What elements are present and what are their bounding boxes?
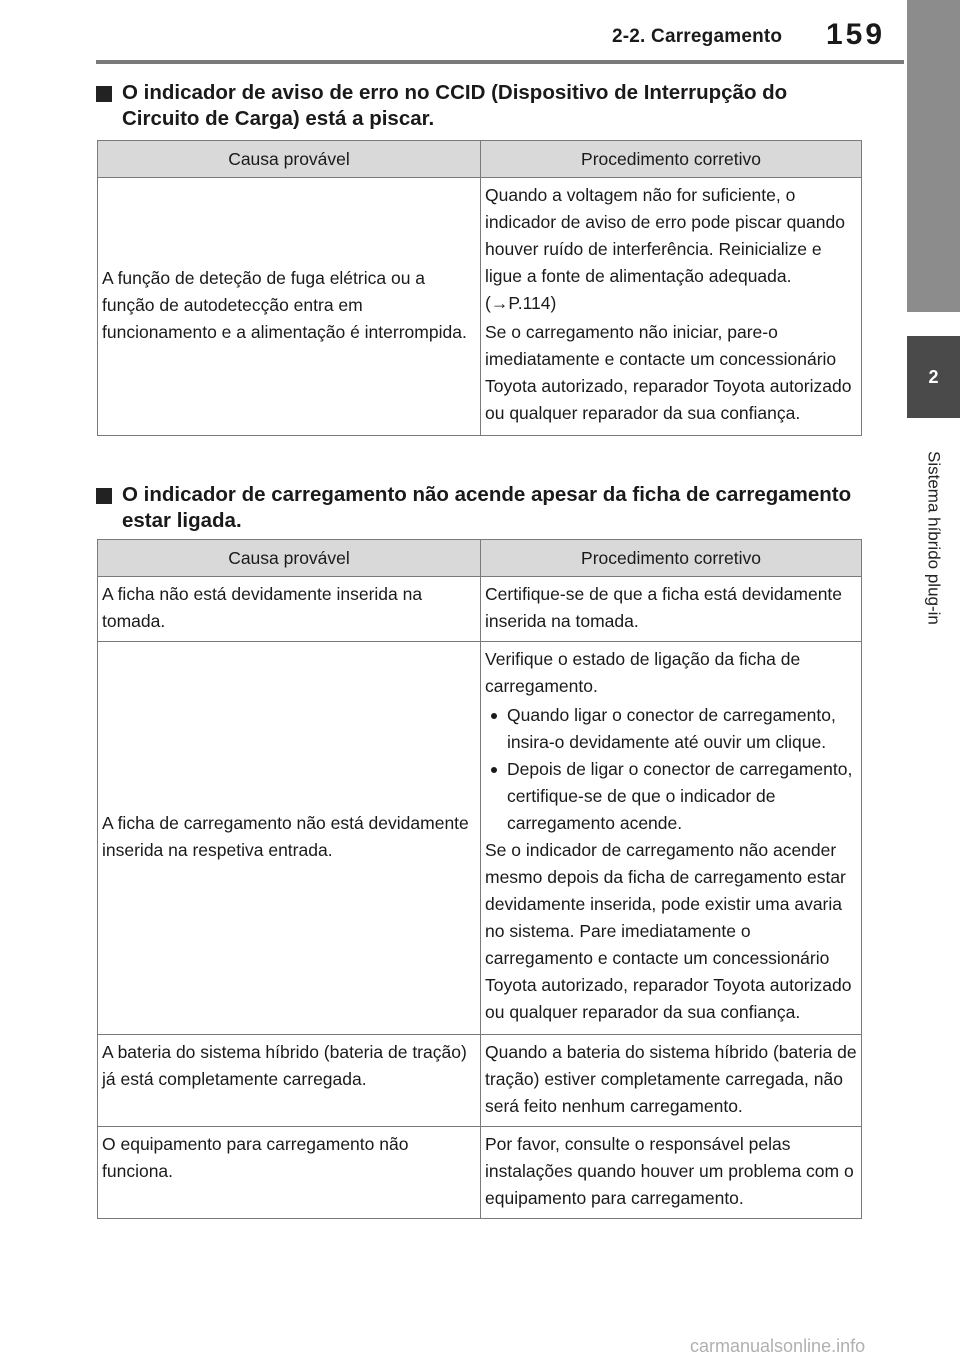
table-ccid-error [97,140,862,436]
procedure-paragraph: Se o carregamento não iniciar, pare-o imediatamente e contacte um concessionário Toyota autorizado, reparador Toyota autorizado ou qualquer reparador da sua confiança. [485,322,852,423]
section-heading-text: O indicador de aviso de erro no CCID (Dispositivo de Interrupção do Circuito de Carga) está a piscar. [122,81,788,130]
table-row [98,642,862,1035]
procedure-cell [481,642,862,1035]
chapter-title-tab [907,418,960,658]
table-row [98,178,862,436]
cause-cell: A ficha não está devidamente inserida na tomada. [98,577,481,642]
procedure-cell: Certifique-se de que a ficha está devidamente inserida na tomada. [481,577,862,642]
procedure-cell: Por favor, consulte o responsável pelas instalações quando houver um problema com o equipamento para carregamento. [481,1127,862,1219]
table-header-row [98,540,862,577]
section-header-title: 2-2. Carregamento [612,26,783,47]
cause-cell: A função de deteção de fuga elétrica ou a função de autodetecção entra em funcionamento e a alimentação é interrompida. [98,178,481,436]
cause-cell: O equipamento para carregamento não funciona. [98,1127,481,1219]
column-header-cause: Causa provável [98,141,481,178]
bullet-item: Depois de ligar o conector de carregamento, certifique-se de que o indicador de carregamento acende. [485,756,857,837]
header-divider [96,60,904,64]
section-heading-charge-indicator [96,482,866,534]
table-row [98,577,862,642]
page-number: 159 [826,18,886,51]
section-heading-text: O indicador de carregamento não acende apesar da ficha de carregamento estar ligada. [122,483,852,532]
footer-watermark: carmanualsonline.info [690,1336,866,1356]
procedure-paragraph: Verifique o estado de ligação da ficha de carregamento. [485,649,801,696]
table-row [98,1035,862,1127]
side-tab-bar [907,0,960,312]
bullet-item: Quando ligar o conector de carregamento, insira-o devidamente até ouvir um clique. [485,702,857,756]
column-header-cause: Causa provável [98,540,481,577]
procedure-paragraph: Quando a voltagem não for suficiente, o indicador de aviso de erro pode piscar quando houver ruído de interferência. Reinicialize e ligue a fonte de alimentação adequada. (→P.114) [485,185,845,313]
square-bullet-icon [96,86,112,102]
chapter-title: Sistema híbrido plug-in [924,451,944,625]
procedure-paragraph: Se o indicador de carregamento não acender mesmo depois da ficha de carregamento estar devidamente inserida, pode existir uma avaria no sistema. Pare imediatamente o carregamento e contacte um concessionário Toyota autorizado, reparador Toyota autorizado ou qualquer reparador da sua confiança. [485,840,852,1022]
procedure-cell [481,178,862,436]
table-charge-indicator [97,539,862,1219]
square-bullet-icon [96,488,112,504]
section-heading-ccid [96,80,866,132]
column-header-procedure: Procedimento corretivo [481,540,862,577]
table-header-row [98,141,862,178]
chapter-number-tab: 2 [907,336,960,418]
column-header-procedure: Procedimento corretivo [481,141,862,178]
procedure-cell: Quando a bateria do sistema híbrido (bateria de tração) estiver completamente carregada, não será feito nenhum carregamento. [481,1035,862,1127]
cause-cell: A ficha de carregamento não está devidamente inserida na respetiva entrada. [98,642,481,1035]
cause-cell: A bateria do sistema híbrido (bateria de tração) já está completamente carregada. [98,1035,481,1127]
table-row [98,1127,862,1219]
